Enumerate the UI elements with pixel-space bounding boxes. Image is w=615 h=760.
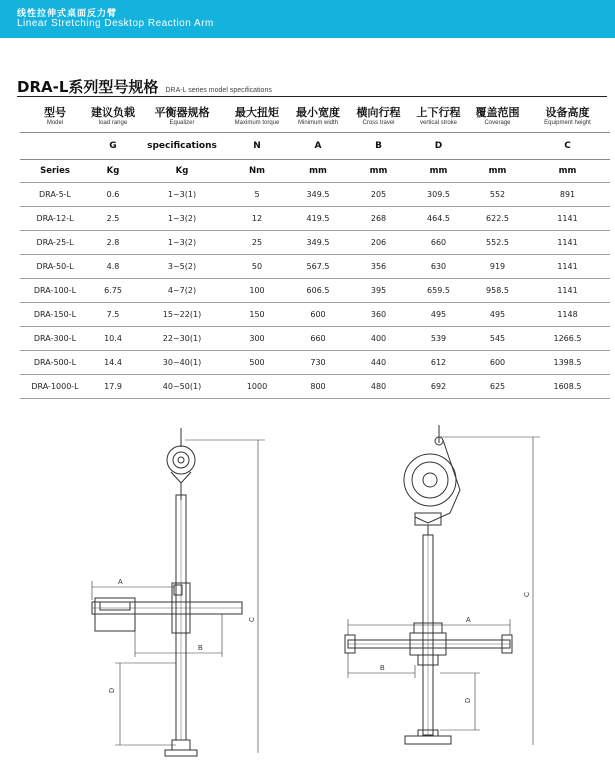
title-divider — [17, 96, 607, 97]
table-cell: 1~3(2) — [136, 231, 228, 255]
table-cell: 400 — [350, 327, 407, 351]
table-cell: 1~3(2) — [136, 207, 228, 231]
table-cell: 22~30(1) — [136, 327, 228, 351]
model-cell: DRA-1000-L — [20, 375, 90, 399]
table-cell: 40~50(1) — [136, 375, 228, 399]
unit-cell: mm — [350, 160, 407, 183]
unit-cell: Nm — [228, 160, 286, 183]
table-cell: 480 — [350, 375, 407, 399]
table-row — [20, 183, 610, 207]
unit-cell: mm — [407, 160, 470, 183]
table-cell: 958.5 — [470, 279, 525, 303]
dim-label-c-right: C — [524, 591, 531, 597]
table-cell: 30~40(1) — [136, 351, 228, 375]
table-row — [20, 279, 610, 303]
header-cell-cross-travel: 横向行程 Cross travel — [356, 105, 401, 126]
table-cell: 919 — [470, 255, 525, 279]
table-cell: 1~3(1) — [136, 183, 228, 207]
table-cell: 17.9 — [90, 375, 136, 399]
unit-cell: Kg — [90, 160, 136, 183]
header-cell-height: 设备高度 Equipment height — [544, 105, 591, 126]
header-cell-model: 型号 Model — [44, 105, 66, 126]
header-cell-vertical-stroke: 上下行程 vertical stroke — [416, 105, 461, 126]
table-cell: 2.5 — [90, 207, 136, 231]
table-cell: 5 — [228, 183, 286, 207]
dim-label-d-right: D — [465, 697, 472, 703]
table-row — [20, 255, 610, 279]
table-cell: 419.5 — [286, 207, 350, 231]
table-cell: 692 — [407, 375, 470, 399]
table-cell: 1398.5 — [525, 351, 610, 375]
header-cell-load: 建议负载 load range — [91, 105, 135, 126]
table-cell: 206 — [350, 231, 407, 255]
table-row — [20, 231, 610, 255]
table-cell: 360 — [350, 303, 407, 327]
header-banner — [0, 0, 615, 38]
table-cell: 800 — [286, 375, 350, 399]
model-cell: DRA-5-L — [20, 183, 90, 207]
table-cell: 440 — [350, 351, 407, 375]
table-cell: 10.4 — [90, 327, 136, 351]
header-cell-torque: 最大扭矩 Maximum torque — [234, 105, 280, 126]
unit-row — [20, 160, 610, 183]
table-cell: 552 — [470, 183, 525, 207]
model-cell: DRA-150-L — [20, 303, 90, 327]
table-cell: 50 — [228, 255, 286, 279]
table-cell: 349.5 — [286, 183, 350, 207]
table-cell: 205 — [350, 183, 407, 207]
table-cell: 567.5 — [286, 255, 350, 279]
table-cell: 268 — [350, 207, 407, 231]
letter-cell: B — [350, 133, 407, 160]
table-cell: 3~5(2) — [136, 255, 228, 279]
section-title-sub: DRA-L series model specifications — [165, 87, 272, 94]
table-cell: 4.8 — [90, 255, 136, 279]
model-cell: DRA-50-L — [20, 255, 90, 279]
table-cell: 25 — [228, 231, 286, 255]
spec-table — [20, 100, 610, 399]
table-cell: 150 — [228, 303, 286, 327]
table-cell: 7.5 — [90, 303, 136, 327]
letter-cell: G — [90, 133, 136, 160]
model-cell: DRA-25-L — [20, 231, 90, 255]
table-cell: 1266.5 — [525, 327, 610, 351]
side-view-drawing — [92, 428, 265, 756]
banner-title-cn: 线性拉伸式桌面反力臂 — [17, 9, 118, 19]
model-cell: DRA-100-L — [20, 279, 90, 303]
table-cell: 625 — [470, 375, 525, 399]
table-cell: 1141 — [525, 279, 610, 303]
table-cell: 660 — [286, 327, 350, 351]
table-cell: 630 — [407, 255, 470, 279]
table-cell: 891 — [525, 183, 610, 207]
dim-label-c-left: C — [249, 616, 256, 622]
table-cell: 4~7(2) — [136, 279, 228, 303]
header-row — [20, 100, 610, 133]
table-cell: 12 — [228, 207, 286, 231]
unit-cell: mm — [525, 160, 610, 183]
dimension-letter-row — [20, 133, 610, 160]
table-cell: 552.5 — [470, 231, 525, 255]
banner-title-en: Linear Stretching Desktop Reaction Arm — [17, 18, 214, 29]
unit-cell: Series — [20, 160, 90, 183]
dim-label-b-left: B — [198, 645, 203, 652]
table-row — [20, 303, 610, 327]
section-title — [17, 76, 272, 97]
table-cell: 356 — [350, 255, 407, 279]
table-cell: 660 — [407, 231, 470, 255]
table-cell: 1608.5 — [525, 375, 610, 399]
table-cell: 612 — [407, 351, 470, 375]
unit-cell: mm — [286, 160, 350, 183]
table-cell: 659.5 — [407, 279, 470, 303]
table-cell: 1148 — [525, 303, 610, 327]
table-cell: 539 — [407, 327, 470, 351]
table-row — [20, 351, 610, 375]
table-cell: 495 — [470, 303, 525, 327]
table-cell: 349.5 — [286, 231, 350, 255]
table-row — [20, 207, 610, 231]
table-cell: 545 — [470, 327, 525, 351]
letter-cell: C — [525, 133, 610, 160]
table-cell: 0.6 — [90, 183, 136, 207]
table-cell: 600 — [286, 303, 350, 327]
table-cell: 600 — [470, 351, 525, 375]
section-title-main: DRA-L系列型号规格 — [17, 78, 159, 96]
table-cell: 1141 — [525, 255, 610, 279]
letter-cell — [470, 133, 525, 160]
table-cell: 300 — [228, 327, 286, 351]
letter-cell: D — [407, 133, 470, 160]
table-cell: 395 — [350, 279, 407, 303]
table-row — [20, 327, 610, 351]
table-cell: 1000 — [228, 375, 286, 399]
table-cell: 730 — [286, 351, 350, 375]
header-cell-coverage: 覆盖范围 Coverage — [475, 105, 520, 126]
header-cell-equalizer: 平衡器规格 Equalizer — [154, 105, 210, 126]
table-cell: 6.75 — [90, 279, 136, 303]
letter-cell: N — [228, 133, 286, 160]
model-cell: DRA-300-L — [20, 327, 90, 351]
table-cell: 464.5 — [407, 207, 470, 231]
unit-cell: Kg — [136, 160, 228, 183]
table-cell: 1141 — [525, 207, 610, 231]
dim-label-a-left: A — [118, 579, 123, 586]
dim-label-b-right: B — [380, 665, 385, 672]
table-cell: 14.4 — [90, 351, 136, 375]
table-cell: 2.8 — [90, 231, 136, 255]
table-cell: 606.5 — [286, 279, 350, 303]
table-cell: 500 — [228, 351, 286, 375]
unit-cell: mm — [470, 160, 525, 183]
dim-label-a-right: A — [466, 617, 471, 624]
technical-drawing — [0, 395, 615, 760]
letter-cell: A — [286, 133, 350, 160]
table-cell: 15~22(1) — [136, 303, 228, 327]
table-cell: 495 — [407, 303, 470, 327]
table-cell: 622.5 — [470, 207, 525, 231]
table-cell: 100 — [228, 279, 286, 303]
front-view-drawing — [345, 425, 540, 745]
table-cell: 1141 — [525, 231, 610, 255]
letter-cell: specifications — [136, 133, 228, 160]
letter-cell — [20, 133, 90, 160]
model-cell: DRA-500-L — [20, 351, 90, 375]
table-cell: 309.5 — [407, 183, 470, 207]
header-cell-min-width: 最小宽度 Minimum width — [296, 105, 340, 126]
model-cell: DRA-12-L — [20, 207, 90, 231]
dim-label-d-left: D — [109, 687, 116, 693]
